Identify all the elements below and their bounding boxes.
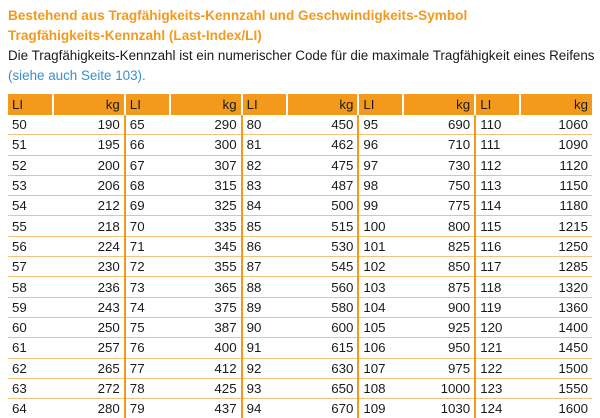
kg-cell: 212 bbox=[53, 196, 125, 216]
kg-cell: 925 bbox=[403, 317, 475, 337]
kg-cell: 670 bbox=[287, 399, 359, 418]
header-kg: kg bbox=[403, 94, 475, 115]
li-cell: 69 bbox=[125, 196, 170, 216]
kg-cell: 218 bbox=[53, 216, 125, 236]
li-cell: 75 bbox=[125, 317, 170, 337]
li-cell: 53 bbox=[8, 175, 53, 195]
table-row bbox=[8, 115, 592, 135]
kg-cell: 580 bbox=[287, 297, 359, 317]
li-cell: 124 bbox=[480, 401, 503, 417]
li-cell: 82 bbox=[242, 155, 287, 175]
kg-cell: 1180 bbox=[520, 196, 592, 216]
kg-cell: 1120 bbox=[520, 155, 592, 175]
kg-cell: 1215 bbox=[520, 216, 592, 236]
kg-cell: 1360 bbox=[520, 297, 592, 317]
li-cell: 66 bbox=[125, 135, 170, 155]
li-cell: 95 bbox=[358, 115, 403, 135]
li-cell: 50 bbox=[8, 115, 53, 135]
kg-cell: 257 bbox=[53, 338, 125, 358]
table-row bbox=[8, 297, 592, 317]
kg-cell: 1600 bbox=[558, 401, 588, 417]
li-cell: 105 bbox=[358, 317, 403, 337]
kg-cell: 730 bbox=[403, 155, 475, 175]
kg-cell: 900 bbox=[403, 297, 475, 317]
heading-load-index: Tragfähigkeits-Kennzahl (Last-Index/LI) bbox=[8, 28, 262, 43]
kg-cell: 272 bbox=[53, 378, 125, 398]
kg-cell: 1030 bbox=[403, 399, 475, 418]
li-cell: 107 bbox=[358, 358, 403, 378]
kg-cell: 487 bbox=[287, 175, 359, 195]
table-row bbox=[8, 175, 592, 195]
kg-cell: 315 bbox=[170, 175, 242, 195]
kg-cell: 515 bbox=[287, 216, 359, 236]
li-cell: 90 bbox=[242, 317, 287, 337]
kg-cell: 975 bbox=[403, 358, 475, 378]
kg-cell: 425 bbox=[170, 378, 242, 398]
li-cell: 100 bbox=[358, 216, 403, 236]
li-cell: 51 bbox=[8, 135, 53, 155]
kg-cell: 230 bbox=[53, 257, 125, 277]
kg-cell: 236 bbox=[53, 277, 125, 297]
header-li: LI bbox=[8, 94, 53, 115]
li-cell: 97 bbox=[358, 155, 403, 175]
li-cell: 121 bbox=[475, 338, 520, 358]
li-cell: 120 bbox=[475, 317, 520, 337]
li-cell: 70 bbox=[125, 216, 170, 236]
header-li: LI bbox=[242, 94, 287, 115]
kg-cell: 250 bbox=[53, 317, 125, 337]
kg-cell: 690 bbox=[403, 115, 475, 135]
li-cell: 114 bbox=[475, 196, 520, 216]
kg-cell: 450 bbox=[287, 115, 359, 135]
kg-cell: 1060 bbox=[520, 115, 592, 135]
li-cell: 76 bbox=[125, 338, 170, 358]
li-cell: 67 bbox=[125, 155, 170, 175]
li-cell: 54 bbox=[8, 196, 53, 216]
kg-cell: 1500 bbox=[520, 358, 592, 378]
kg-cell: 615 bbox=[287, 338, 359, 358]
description: Die Tragfähigkeits-Kennzahl ist ein numerischer Code für die maximale Tragfähigkeit eines Reifens bbox=[8, 48, 595, 63]
kg-cell: 335 bbox=[170, 216, 242, 236]
header-li: LI bbox=[125, 94, 170, 115]
li-cell: 80 bbox=[242, 115, 287, 135]
kg-cell: 1450 bbox=[520, 338, 592, 358]
li-cell: 55 bbox=[8, 216, 53, 236]
kg-cell: 650 bbox=[287, 378, 359, 398]
kg-cell: 190 bbox=[53, 115, 125, 135]
li-cell: 96 bbox=[358, 135, 403, 155]
heading-main: Bestehend aus Tragfähigkeits-Kennzahl und Geschwindigkeits-Symbol bbox=[8, 8, 468, 23]
li-cell: 92 bbox=[242, 358, 287, 378]
li-cell: 77 bbox=[125, 358, 170, 378]
header-kg: kg bbox=[520, 94, 592, 115]
li-cell: 60 bbox=[8, 317, 53, 337]
header-kg: kg bbox=[170, 94, 242, 115]
li-cell: 91 bbox=[242, 338, 287, 358]
table-row bbox=[8, 338, 592, 358]
kg-cell: 750 bbox=[403, 175, 475, 195]
kg-cell: 775 bbox=[403, 196, 475, 216]
kg-cell: 387 bbox=[170, 317, 242, 337]
kg-cell: 325 bbox=[170, 196, 242, 216]
li-cell: 115 bbox=[475, 216, 520, 236]
li-cell: 103 bbox=[358, 277, 403, 297]
li-cell: 52 bbox=[8, 155, 53, 175]
li-cell: 64 bbox=[12, 401, 27, 417]
li-cell: 111 bbox=[475, 135, 520, 155]
kg-cell: 500 bbox=[287, 196, 359, 216]
kg-cell: 710 bbox=[403, 135, 475, 155]
kg-cell: 290 bbox=[170, 115, 242, 135]
kg-cell: 630 bbox=[287, 358, 359, 378]
li-cell: 88 bbox=[242, 277, 287, 297]
li-cell: 89 bbox=[242, 297, 287, 317]
kg-cell: 200 bbox=[53, 155, 125, 175]
page-reference-link[interactable]: (siehe auch Seite 103). bbox=[8, 68, 146, 83]
li-cell: 123 bbox=[475, 378, 520, 398]
li-cell: 110 bbox=[475, 115, 520, 135]
table-row bbox=[8, 317, 592, 337]
li-cell: 85 bbox=[242, 216, 287, 236]
kg-cell: 375 bbox=[170, 297, 242, 317]
kg-cell: 545 bbox=[287, 257, 359, 277]
table-row bbox=[8, 358, 592, 378]
li-cell: 112 bbox=[475, 155, 520, 175]
table-row bbox=[8, 257, 592, 277]
header-kg: kg bbox=[287, 94, 359, 115]
kg-cell: 1550 bbox=[520, 378, 592, 398]
li-cell: 63 bbox=[8, 378, 53, 398]
li-cell: 99 bbox=[358, 196, 403, 216]
li-cell: 84 bbox=[242, 196, 287, 216]
kg-cell: 224 bbox=[53, 236, 125, 256]
table-row bbox=[8, 216, 592, 236]
li-cell: 106 bbox=[358, 338, 403, 358]
kg-cell: 243 bbox=[53, 297, 125, 317]
li-cell: 78 bbox=[125, 378, 170, 398]
kg-cell: 1285 bbox=[520, 257, 592, 277]
kg-cell: 307 bbox=[170, 155, 242, 175]
load-index-table bbox=[8, 94, 592, 418]
li-cell: 73 bbox=[125, 277, 170, 297]
kg-cell: 1150 bbox=[520, 175, 592, 195]
li-cell: 93 bbox=[242, 378, 287, 398]
li-cell: 117 bbox=[475, 257, 520, 277]
kg-cell: 800 bbox=[403, 216, 475, 236]
kg-cell: 265 bbox=[53, 358, 125, 378]
kg-cell: 462 bbox=[287, 135, 359, 155]
table-row bbox=[8, 399, 592, 418]
li-cell: 94 bbox=[246, 401, 262, 417]
li-cell: 65 bbox=[125, 115, 170, 135]
li-cell: 71 bbox=[125, 236, 170, 256]
li-cell: 72 bbox=[125, 257, 170, 277]
kg-cell: 530 bbox=[287, 236, 359, 256]
kg-cell: 400 bbox=[170, 338, 242, 358]
kg-cell: 345 bbox=[170, 236, 242, 256]
kg-cell: 950 bbox=[403, 338, 475, 358]
kg-cell: 412 bbox=[170, 358, 242, 378]
li-cell: 101 bbox=[358, 236, 403, 256]
kg-cell: 560 bbox=[287, 277, 359, 297]
li-cell: 83 bbox=[242, 175, 287, 195]
li-cell: 109 bbox=[363, 401, 386, 417]
table-row bbox=[8, 196, 592, 216]
table-header-row bbox=[8, 94, 592, 115]
table-row bbox=[8, 378, 592, 398]
li-cell: 122 bbox=[475, 358, 520, 378]
table-row bbox=[8, 236, 592, 256]
kg-cell: 1000 bbox=[403, 378, 475, 398]
li-cell: 118 bbox=[475, 277, 520, 297]
header-kg: kg bbox=[53, 94, 125, 115]
li-cell: 79 bbox=[129, 401, 145, 417]
li-cell: 59 bbox=[8, 297, 53, 317]
li-cell: 57 bbox=[8, 257, 53, 277]
kg-cell: 195 bbox=[53, 135, 125, 155]
kg-cell: 280 bbox=[53, 399, 125, 418]
li-cell: 119 bbox=[475, 297, 520, 317]
kg-cell: 1090 bbox=[520, 135, 592, 155]
kg-cell: 355 bbox=[170, 257, 242, 277]
li-cell: 108 bbox=[358, 378, 403, 398]
li-cell: 81 bbox=[242, 135, 287, 155]
kg-cell: 206 bbox=[53, 175, 125, 195]
table-row bbox=[8, 155, 592, 175]
header-li: LI bbox=[358, 94, 403, 115]
kg-cell: 850 bbox=[403, 257, 475, 277]
li-cell: 62 bbox=[8, 358, 53, 378]
li-cell: 58 bbox=[8, 277, 53, 297]
kg-cell: 475 bbox=[287, 155, 359, 175]
table-row bbox=[8, 277, 592, 297]
table-body bbox=[8, 115, 592, 418]
li-cell: 61 bbox=[8, 338, 53, 358]
kg-cell: 1320 bbox=[520, 277, 592, 297]
li-cell: 104 bbox=[358, 297, 403, 317]
kg-cell: 825 bbox=[403, 236, 475, 256]
li-cell: 98 bbox=[358, 175, 403, 195]
kg-cell: 875 bbox=[403, 277, 475, 297]
table-row bbox=[8, 135, 592, 155]
kg-cell: 1250 bbox=[520, 236, 592, 256]
li-cell: 113 bbox=[475, 175, 520, 195]
li-cell: 86 bbox=[242, 236, 287, 256]
li-cell: 56 bbox=[8, 236, 53, 256]
kg-cell: 365 bbox=[170, 277, 242, 297]
li-cell: 102 bbox=[358, 257, 403, 277]
li-cell: 116 bbox=[475, 236, 520, 256]
li-cell: 68 bbox=[125, 175, 170, 195]
header-li: LI bbox=[475, 94, 520, 115]
li-cell: 74 bbox=[125, 297, 170, 317]
kg-cell: 437 bbox=[170, 399, 242, 418]
kg-cell: 600 bbox=[287, 317, 359, 337]
kg-cell: 300 bbox=[170, 135, 242, 155]
kg-cell: 1400 bbox=[520, 317, 592, 337]
li-cell: 87 bbox=[242, 257, 287, 277]
